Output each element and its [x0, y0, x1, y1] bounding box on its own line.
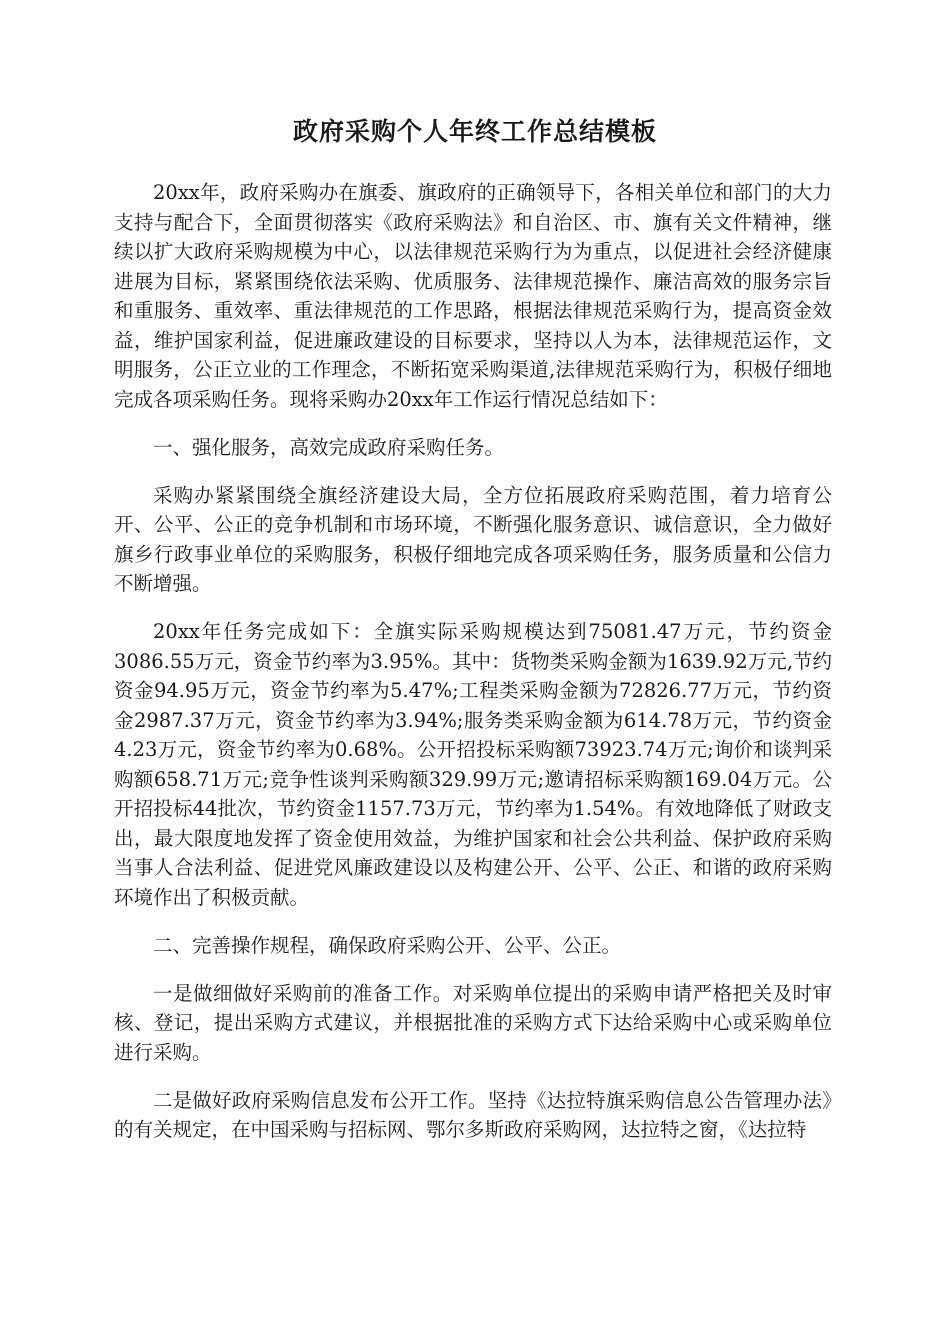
document-title: 政府采购个人年终工作总结模板 — [292, 117, 657, 146]
paragraph-publication: 二是做好政府采购信息发布公开工作。坚持《达拉特旗采购信息公告管理办法》的有关规定，在中国采购与招标网、鄂尔多斯政府采购网，达拉特之窗，《达拉特 — [114, 1088, 832, 1141]
document-body — [114, 178, 832, 1163]
section-heading-2: 二、完善操作规程，确保政府采购公开、公平、公正。 — [153, 933, 622, 957]
paragraph-preparation: 一是做细做好采购前的准备工作。对采购单位提出的采购申请严格把关及时审核、登记，提出采购方式建议，并根据批准的采购方式下达给采购中心或采购单位进行采购。 — [114, 981, 832, 1064]
paragraph-intro: 20xx年，政府采购办在旗委、旗政府的正确领导下，各相关单位和部门的大力支持与配合下，全面贯彻落实《政府采购法》和自治区、市、旗有关文件精神，继续以扩大政府采购规模为中心，以法律规范采购行为为重点，以促进社会经济健康进展为目标，紧紧围绕依法采购、优质服务、法律规范操作、廉洁高效的服务宗旨和重服务、重效率、重法律规范的工作思路，根据法律规范采购行为，提高资金效益，维护国家利益，促进廉政建设的目标要求，坚持以人为本，法律规范运作，文明服务，公正立业的工作理念，不断拓宽采购渠道,法律规范采购行为，积极仔细地完成各项采购任务。现将采购办20xx年工作运行情况总结如下： — [114, 181, 832, 411]
section-heading-1: 一、强化服务，高效完成政府采购任务。 — [153, 435, 505, 459]
paragraph-service: 采购办紧紧围绕全旗经济建设大局，全方位拓展政府采购范围，着力培育公开、公平、公正的竞争机制和市场环境，不断强化服务意识、诚信意识，全力做好旗乡行政事业单位的采购服务，积极仔细地完成各项采购任务，服务质量和公信力不断增强。 — [114, 483, 832, 595]
paragraph-statistics: 20xx年任务完成如下：全旗实际采购规模达到75081.47万元，节约资金3086.55万元，资金节约率为3.95%。其中：货物类采购金额为1639.92万元,节约资金94.95万元，资金节约率为5.47%;工程类采购金额为72826.77万元，节约资金2987.37万元，资金节约率为3.94%;服务类采购金额为614.78万元，节约资金4.23万元，资金节约率为0.68%。公开招投标采购额73923.74万元;询价和谈判采购额658.71万元;竞争性谈判采购额329.99万元;邀请招标采购额169.04万元。公开招投标44批次，节约资金1157.73万元，节约率为1.54%。有效地降低了财政支出，最大限度地发挥了资金使用效益，为维护国家和社会公共利益、保护政府采购当事人合法利益、促进党风廉政建设以及构建公开、公平、公正、和谐的政府采购环境作出了积极贡献。 — [114, 620, 832, 909]
